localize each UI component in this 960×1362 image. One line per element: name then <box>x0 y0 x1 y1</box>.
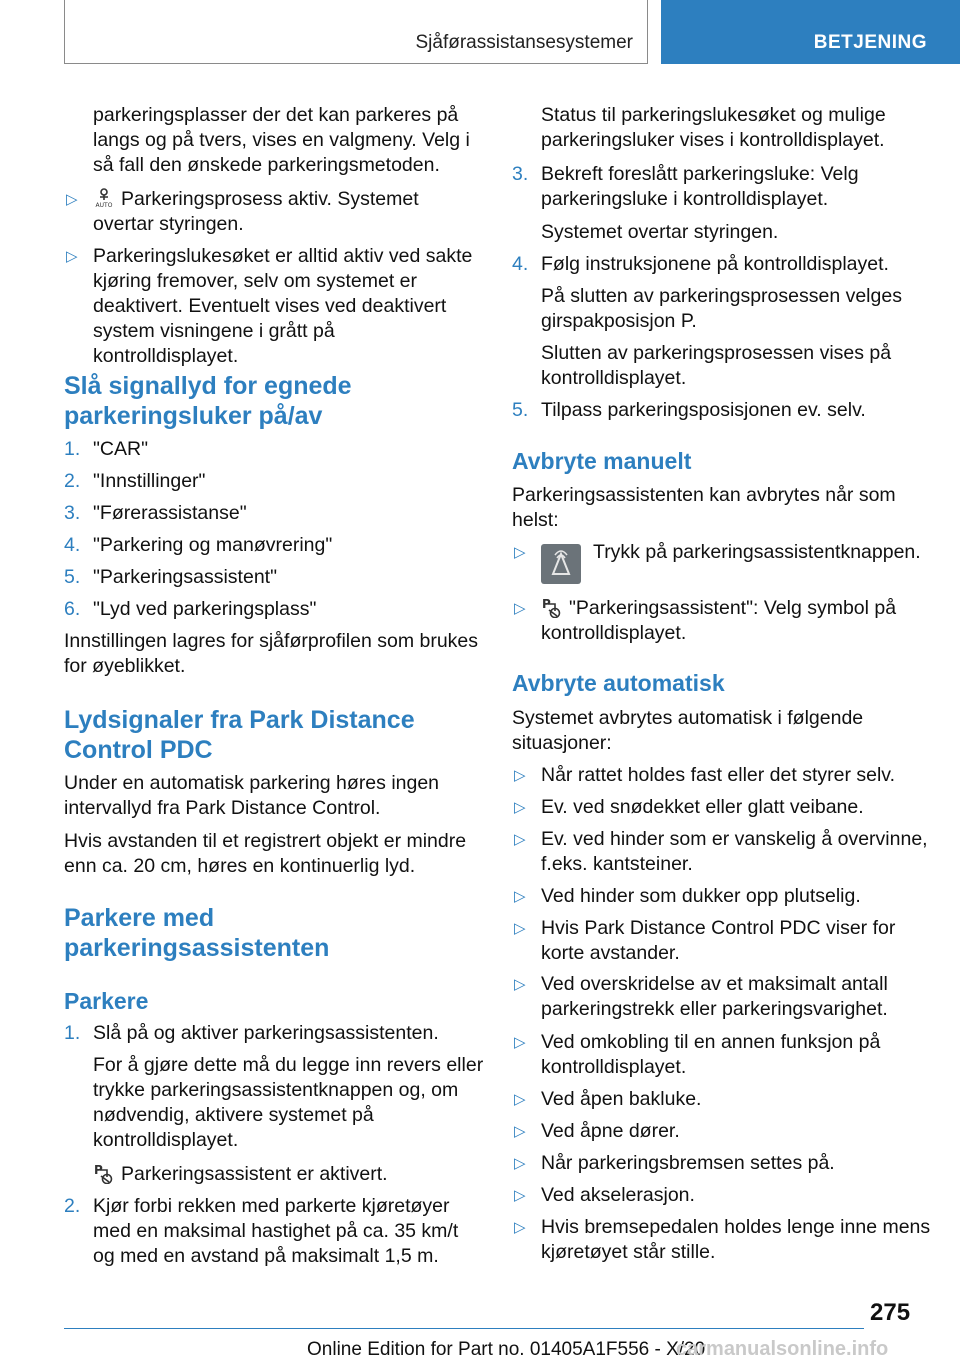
parking-assistant-icon <box>541 596 563 618</box>
header-chapter-title: BETJENING <box>813 32 927 53</box>
step-detail: På slutten av parkeringsprosessen velges girspakposisjon P. <box>541 285 902 332</box>
list-item: 2. Kjør forbi rekken med parkerte kjøretøyer med en maksimal hastighet på ca. 35 km/t og med en avstand på maksimalt 1,5 m. <box>64 1195 459 1267</box>
parking-auto-icon <box>93 187 115 209</box>
header-chapter-box <box>661 0 960 64</box>
list-item: ▷ Ved åpen bakluke. <box>514 1088 702 1110</box>
list-item: ▷ Ev. ved hinder som er vanskelig å overvinne, f.eks. kantsteiner. <box>514 828 928 875</box>
list-item: ▷ Hvis bremsepedalen holdes lenge inne mens kjøretøyet står stille. <box>514 1216 931 1263</box>
heading-signal-sound: Slå signallyd for egnede parkeringsluker på/av <box>64 372 352 430</box>
step-detail: Systemet overtar styringen. <box>541 221 779 243</box>
watermark: carmanualsonline.info <box>676 1338 889 1360</box>
step-detail: Slutten av parkeringsprosessen vises på kontrolldisplayet. <box>541 342 892 389</box>
stored-note: Innstillingen lagres for sjåførprofilen som brukes for øyeblikket. <box>64 630 479 677</box>
triangle-bullet-icon: ▷ <box>514 1123 526 1140</box>
list-item: ▷ Ved overskridelse av et maksimalt antall parkeringstrekk eller parkeringsvarighet. <box>514 973 888 1020</box>
list-item: 5. Tilpass parkeringsposisjonen ev. selv. <box>512 399 866 421</box>
list-item <box>64 187 484 237</box>
step-icon-line: P Parkeringsassistent er aktivert. <box>94 1163 388 1185</box>
footer-edition: Online Edition for Part no. 01405A1F556 - X/20 <box>307 1339 706 1360</box>
header-section-box <box>64 0 648 64</box>
triangle-bullet-icon: ▷ <box>514 920 526 937</box>
triangle-bullet-icon: ▷ <box>514 1219 526 1236</box>
heading-cancel-manual: Avbryte manuelt <box>512 448 692 474</box>
list-item: ▷ Trykk på parkeringsassistentknappen. <box>512 540 932 590</box>
heading-park-assistant: Parkere med parkeringsassistenten <box>64 904 330 962</box>
pdc-paragraph-2: Hvis avstanden til et registrert objekt er mindre enn ca. 20 cm, høres en kontinuerlig lyd. <box>64 830 467 877</box>
triangle-bullet-icon: ▷ <box>514 888 526 905</box>
triangle-bullet-icon: ▷ <box>66 191 78 208</box>
list-item: 4. "Parkering og manøvrering" <box>64 534 333 556</box>
svg-text:P: P <box>542 597 551 611</box>
triangle-bullet-icon: ▷ <box>514 1034 526 1051</box>
bullet-text: Parkeringslukesøket er alltid aktiv ved sakte kjøring fremover, selv om systemet er deaktivert. Eventuelt vises ved deaktivert system visningene i grått på kontrolldisplayet. <box>93 245 473 367</box>
list-item: 6. "Lyd ved parkeringsplass" <box>64 598 317 620</box>
parking-assistant-icon <box>93 1162 115 1184</box>
list-item: ▷ Ev. ved snødekket eller glatt veibane. <box>514 796 864 818</box>
list-item: ▷ Ved åpne dører. <box>514 1120 680 1142</box>
pdc-paragraph-1: Under en automatisk parkering høres ingen intervallyd fra Park Distance Control. <box>64 772 440 819</box>
list-item: ▷ Ved hinder som dukker opp plutselig. <box>514 885 861 907</box>
triangle-bullet-icon: ▷ <box>66 248 78 265</box>
heading-pdc: Lydsignaler fra Park Distance Control PDC <box>64 706 415 764</box>
svg-text:P: P <box>94 1163 103 1177</box>
heading-cancel-auto: Avbryte automatisk <box>512 670 725 696</box>
manual-intro: Parkeringsassistenten kan avbrytes når som helst: <box>512 484 896 531</box>
list-item: 5. "Parkeringsassistent" <box>64 566 278 588</box>
list-item: 1. Slå på og aktiver parkeringsassistenten. <box>64 1022 439 1044</box>
bullet-text: Parkeringsprosess aktiv. Systemet overtar styringen. <box>93 188 419 235</box>
list-item: 4. Følg instruksjonene på kontrolldisplayet. <box>512 253 889 275</box>
list-item: ▷ Når rattet holdes fast eller det styrer selv. <box>514 764 896 786</box>
auto-intro: Systemet avbrytes automatisk i følgende situasjoner: <box>512 707 864 754</box>
triangle-bullet-icon: ▷ <box>514 600 526 617</box>
heading-parkere: Parkere <box>64 988 149 1014</box>
triangle-bullet-icon: ▷ <box>514 544 526 561</box>
list-item: ▷ Ved akselerasjon. <box>514 1184 695 1206</box>
intro-continuation: parkeringsplasser der det kan parkeres på langs og på tvers, vises en valgmeny. Velg i så fall den ønskede parkeringsmetoden. <box>93 104 470 176</box>
step-detail: For å gjøre dette må du legge inn revers eller trykke parkeringsassistentknappen og, om nødvendig, aktivere systemet på kontrolldisplayet. <box>93 1054 484 1151</box>
list-item: ▷ Ved omkobling til en annen funksjon på kontrolldisplayet. <box>514 1031 881 1078</box>
triangle-bullet-icon: ▷ <box>514 976 526 993</box>
list-item: 3. "Førerassistanse" <box>64 502 247 524</box>
triangle-bullet-icon: ▷ <box>514 799 526 816</box>
triangle-bullet-icon: ▷ <box>514 1155 526 1172</box>
svg-text:AUTO: AUTO <box>95 202 113 209</box>
footer-divider <box>64 1328 864 1329</box>
triangle-bullet-icon: ▷ <box>514 1187 526 1204</box>
list-item: ▷ Hvis Park Distance Control PDC viser for korte avstander. <box>514 917 896 964</box>
list-item: 2. "Innstillinger" <box>64 470 206 492</box>
triangle-bullet-icon: ▷ <box>514 1091 526 1108</box>
page-number: 275 <box>870 1299 911 1326</box>
triangle-bullet-icon: ▷ <box>514 767 526 784</box>
header-section-title: Sjåførassistansesystemer <box>415 32 633 53</box>
parking-assistant-button-icon <box>541 544 581 584</box>
step-continuation: Status til parkeringslukesøket og mulige parkeringsluker vises i kontrolldisplayet. <box>541 104 886 151</box>
list-item <box>64 244 484 369</box>
list-item: 3. Bekreft foreslått parkeringsluke: Velg parkeringsluke i kontrolldisplayet. <box>512 163 859 210</box>
triangle-bullet-icon: ▷ <box>514 831 526 848</box>
list-item: 1. "CAR" <box>64 438 149 460</box>
list-item: ▷ Når parkeringsbremsen settes på. <box>514 1152 835 1174</box>
list-item: ▷ P "Parkeringsassistent": Velg symbol på kontrolldisplayet. <box>514 597 897 644</box>
